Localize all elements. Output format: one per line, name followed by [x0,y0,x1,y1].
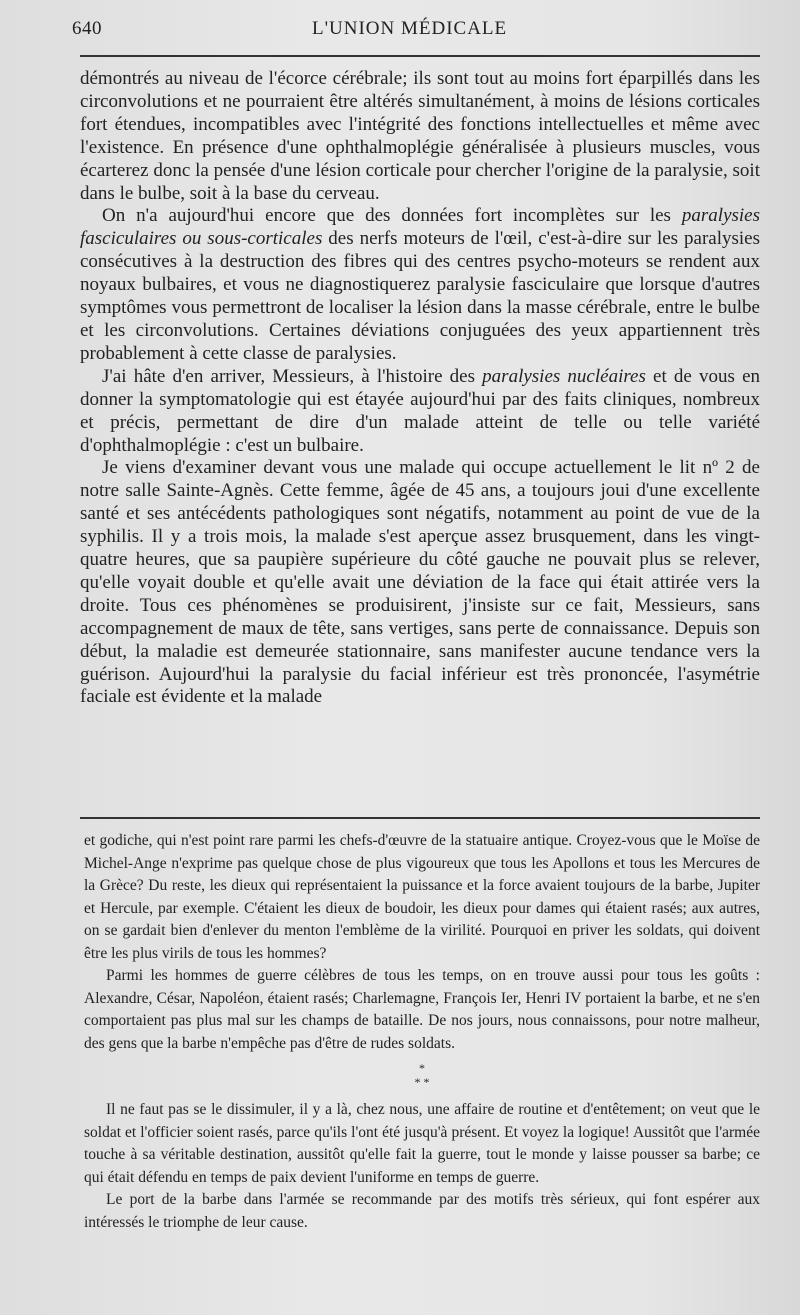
paragraph-2-text-b: des nerfs moteurs de l'œil, c'est-à-dire sur les paralysies consécutives à la destruction des fibres qui des centres psycho-moteurs se rendent aux noyaux bulbaires, et vous ne diagnostiquerez paralysie fasciculaire que lorsque d'autres symptômes vous permettront de localiser la lésion dans la masse cérébrale, entre le bulbe et les circonvolutions. Certaines déviations conjuguées des yeux appartiennent très probablement à cette classe de paralysies. [80,228,760,364]
paragraph-4: Je viens d'examiner devant vous une malade qui occupe actuellement le lit nº 2 de notre salle Sainte-Agnès. Cette femme, âgée de 45 ans, a toujours joui d'une excellente santé et ses antécédents pathologiques sont négatifs, notamment au point de vue de la syphilis. Il y a trois mois, la malade s'est aperçue assez brusquement, dans les vingt-quatre heures, que sa paupière supérieure du côté gauche ne pouvait plus se relever, qu'elle voyait double et qu'elle avait une déviation de la face qui était attirée vers la droite. Tous ces phénomènes se produisirent, j'insiste sur ce fait, Messieurs, sans accompagnement de maux de tête, sans vertiges, sans perte de connaissance. Depuis son début, la maladie est demeurée stationnaire, sans manifester aucune tendance vers la guérison. Aujourd'hui la paralysie du facial inférieur est très prononcée, l'asymétrie faciale est évidente et la malade [80,457,760,708]
footnote-2: Parmi les hommes de guerre célèbres de tous les temps, on en trouve aussi pour tous les goûts : Alexandre, César, Napoléon, étaient rasés; Charlemagne, François Ier, Henri IV portaient la barbe, et ne s'en comportaient pas plus mal sur les champs de bataille. De nos jours, nous connaissons, pour notre malheur, des gens que la barbe n'empêche pas d'être de rudes soldats. [84,967,760,1052]
paragraph-1: démontrés au niveau de l'écorce cérébrale; ils sont tout au moins fort éparpillés dans les circonvolutions et ne pourraient être altérés simultanément, à moins de lésions corticales fort étendues, incompatibles avec l'intégrité des fonctions intellectuelles et même avec l'existence. En présence d'une ophthalmoplégie généralisée à plusieurs muscles, vous écarterez donc la pensée d'une lésion corticale pour chercher l'origine de la paralysie, soit dans le bulbe, soit à la base du cerveau. [80,68,760,204]
footnote-4: Le port de la barbe dans l'armée se recommande par des motifs très sérieux, qui font espérer aux intéressés le triomphe de leur cause. [84,1191,760,1231]
paragraph-2-emphasis: paralysies fasciculaires ou sous-corticales [80,205,760,250]
footnote-3: Il ne faut pas se le dissimuler, il y a là, chez nous, une affaire de routine et d'entêtement; on veut que le soldat et l'officier soient rasés, parce qu'ils l'ont été jusqu'à présent. Et voyez la logique! Aussitôt que l'armée touche à sa véritable destination, aussitôt qu'elle fait la guerre, tout le monde y laisse pousser sa barbe; ce qui était défendu en temps de paix devient l'uniforme en temps de guerre. [84,1101,760,1186]
paragraph-2 [80,205,760,365]
paragraph-3 [80,366,760,458]
footnote-1: et godiche, qui n'est point rare parmi les chefs-d'œuvre de la statuaire antique. Croyez-vous que le Moïse de Michel-Ange n'exprime pas quelque chose de plus vigoureux que tous les Apollons et tous les Mercures de la Grèce? Du reste, les dieux qui représentaient la puissance et la force avaient toujours de la barbe, Jupiter et Hercule, par exemple. C'étaient les dieux de boudoir, les dieux pour dames qui étaient rasés; aux autres, on se gardait bien d'enlever du menton l'emblème de la virilité. Pourquoi en priver les soldats, qui doivent être les plus virils de tous les hommes? [84,832,760,962]
paragraph-2-text-a: On n'a aujourd'hui encore que des données fort incomplètes sur les [102,205,682,227]
header-rule [80,55,760,57]
asterism-separator: * * * [414,1061,430,1089]
paragraph-3-emphasis: paralysies nucléaires [482,365,646,387]
paragraph-3-text-a: J'ai hâte d'en arriver, Messieurs, à l'histoire des [102,365,483,387]
page-header [72,18,760,48]
footnotes [84,830,760,1234]
paragraph-3-text-b: et de vous en donner la symptomatologie qui est étayée aujourd'hui par des faits cliniques, nombreux et précis, permettant de dire d'un malade atteint de telle ou telle variété d'ophthalmoplégie : c'est un bulbaire. [80,365,760,456]
running-title: L'UNION MÉDICALE [312,18,508,39]
main-text [80,68,760,709]
footnote-rule [80,817,760,819]
page-number: 640 [72,18,102,39]
